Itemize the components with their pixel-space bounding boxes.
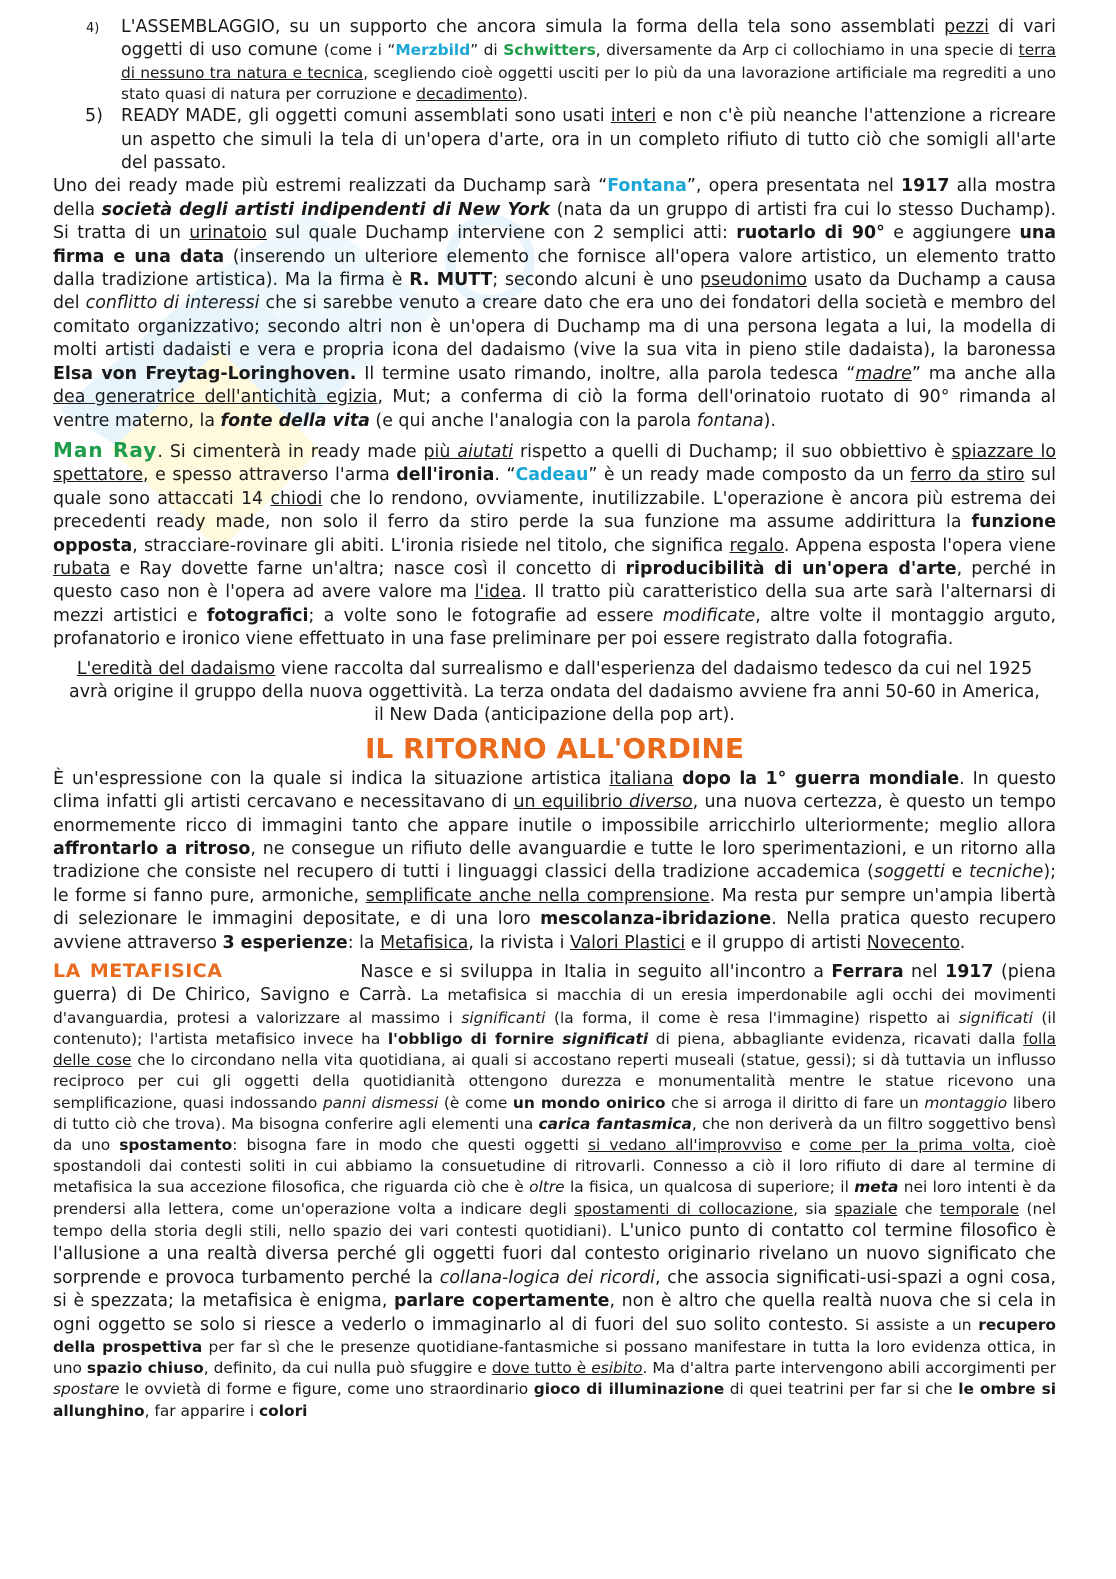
heading-ritorno-all-ordine: IL RITORNO ALL'ORDINE: [365, 731, 744, 765]
list-number: 5): [85, 106, 103, 127]
list-number: 4): [86, 21, 100, 36]
paragraph-man-ray: Man Ray. Si cimenterà in ready made più aiutati rispetto a quelli di Duchamp; il suo obbiettivo è spiazzare lo spettatore, e spesso attraverso l'arma dell'ironia. “Cadeau” è un ready made composto da un ferro da stiro sul quale sono attaccati 14 chiodi che lo rendono, ovviamente, inutilizzabile. L'operazione è ancora più estrema dei precedenti ready made, non solo il ferro da stiro perde la sua funzione ma assume addirittura la funzione opposta, stracciare-rovinare gli abiti. L'ironia risiede nel titolo, che significa regalo. Appena esposta l'opera viene rubata e Ray dovette farne un'altra; nasce così il concetto di riproducibilità di un'opera d'arte, perché in questo caso non è l'opera ad avere valore ma l'idea. Il tratto più caratteristico della sua arte sarà l'alternarsi di mezzi artistici e fotografici; a volte sono le fotografie ad essere modificate, altre volte il montaggio arguto, profanatorio e ironico viene effettuato in una fase preliminare per poi essere registrato dalla fotografia.: [53, 437, 1057, 650]
paragraph-eredita: L'eredità del dadaismo viene raccolta dal surrealismo e dall'esperienza del dadaismo tedesco da cui nel 1925 avrà origine il gruppo della nuova oggettività. La terza ondata del dadaismo avviene fra anni 50-60 in America, il New Dada (anticipazione della pop art).: [69, 658, 1040, 726]
fontana-title: Fontana: [607, 176, 687, 197]
list-item-assemblaggio: 4) L'ASSEMBLAGGIO, su un supporto che ancora simula la forma della tela sono assemblati pezzi di vari oggetti di uso comune (come i “Merzbild” di Schwitters, diversamente da Arp ci collochiamo in una specie di terra di nessuno tra natura e tecnica, scegliendo cioè oggetti usciti per lo più da una lavorazione artificiale ma regrediti a uno stato quasi di natura per corruzione e decadimento).: [86, 17, 1056, 104]
paragraph-fontana: Uno dei ready made più estremi realizzati da Duchamp sarà “Fontana”, opera presentata nel 1917 alla mostra della società degli artisti indipendenti di New York (nata da un gruppo di artisti fra cui lo stesso Duchamp). Si tratta di un urinatoio sul quale Duchamp interviene con 2 semplici atti: ruotarlo di 90° e aggiungere una firma e una data (inserendo un ulteriore elemento che fornisce all'opera valore artistico, un elemento tratto dalla tradizione artistica). Ma la firma è R. MUTT; secondo alcuni è uno pseudonimo usato da Duchamp a causa del conflitto di interessi che si sarebbe venuto a creare dato che era uno dei fondatori della società e membro del comitato organizzativo; secondo altri non è un'opera di Duchamp ma di una persona legata a lui, la modella di molti artisti dadaisti e vera e propria icona del dadaismo (vive la sua vita in pieno stile dadaista), la baronessa Elsa von Freytag-Loringhoven. Il termine usato rimando, inoltre, alla parola tedesca “madre” ma anche alla dea generatrice dell'antichità egizia, Mut; a conferma di ciò la forma dell'orinatoio ruotato di 90° rimanda al ventre materno, la fonte della vita (e qui anche l'analogia con la parola fontana).: [53, 176, 1057, 431]
metafisica-heading: LA METAFISICA: [53, 960, 223, 983]
document-body: [53, 16, 1056, 1422]
paragraph-metafisica: LA METAFISICA Nasce e si sviluppa in Italia in seguito all'incontro a Ferrara nel 1917 (piena guerra) di De Chirico, Savigno e Carrà. La metafisica si macchia di un eresia imperdonabile agli occhi dei movimenti d'avanguardia, protesi a valorizzare al massimo i significanti (la forma, il come è resa l'immagine) rispetto ai significati (il contenuto); l'artista metafisico invece ha l'obbligo di fornire significati di piena, abbagliante evidenza, ricavati dalla folla delle cose che lo circondano nella vita quotidiana, ai quali si accostano reperti museali (statue, gessi); si dà tuttavia un influsso reciproco per cui gli oggetti della quotidianità ottengono durezza e monumentalità mentre le statue ricevono una semplificazione, quasi indossando panni dismessi (è come un mondo onirico che si arroga il diritto di fare un montaggio libero di tutto ciò che trova). Ma bisogna conferire agli elementi una carica fantasmica, che non deriverà da un filtro soggettivo bensì da uno spostamento: bisogna fare in modo che questi oggetti si vedano all'improvviso e come per la prima volta, cioè spostandoli dai contesti soliti in cui abbiamo la consuetudine di ritrovarli. Connesso a ciò il loro rifiuto di dare al termine di metafisica la sua accezione filosofica, che riguarda ciò che è oltre la fisica, un qualcosa di superiore; il meta nei loro intenti è da prendersi alla lettera, come un'operazione volta a indicare degli spostamenti di collocazione, sia spaziale che temporale (nel tempo della storia degli stili, nello spazio dei vari contesti quotidiani). L'unico punto di contatto col termine filosofico è l'allusione a una realtà diversa perché gli oggetti fuori dal contesto originario rivelano un nuovo significato che sorprende e provoca turbamento perché la collana-logica dei ricordi, che associa significati-usi-spazi a ogni cosa, si è spezzata; la metafisica è enigma, parlare copertamente, non è altro che quella realtà nuova che si cela in ogni oggetto se solo si riesce a vederlo o immaginarlo al di fuori del suo solito contesto. Si assiste a un recupero della prospettiva per far sì che le presenze quotidiane-fantasmiche si possano manifestare in tutta la loro evidenza ottica, in uno spazio chiuso, definito, da cui nulla può sfuggire e dove tutto è esibito. Ma d'altra parte intervengono abili accorgimenti per spostare le ovvietà di forme e figure, come uno straordinario gioco di illuminazione di quei teatrini per far si che le ombre si allunghino, far apparire i colori: [53, 960, 1057, 1420]
paragraph-ritorno: È un'espressione con la quale si indica la situazione artistica italiana dopo la 1° guerra mondiale. In questo clima infatti gli artisti cercavano e necessitavano di un equilibrio diverso, una nuova certezza, è questo un tempo enormemente ricco di immagini tanto che appare inutile o impossibile arricchirlo ulteriormente; meglio allora affrontarlo a ritroso, ne consegue un rifiuto delle avanguardie e tutte le loro sperimentazioni, e un ritorno alla tradizione che consiste nel recupero di tutti i linguaggi classici della tradizione accademica (soggetti e tecniche); le forme si fanno pure, armoniche, semplificate anche nella comprensione. Ma resta pur sempre un'ampia libertà di selezionare le immagini depositate, e di una loro mescolanza-ibridazione. Nella pratica questo recupero avviene attraverso 3 esperienze: la Metafisica, la rivista i Valori Plastici e il gruppo di artisti Novecento.: [53, 768, 1057, 953]
schwitters-name: Schwitters: [503, 41, 596, 60]
man-ray-heading: Man Ray: [53, 437, 158, 462]
merzbild-title: Merzbild: [395, 41, 471, 60]
cadeau-title: Cadeau: [515, 465, 589, 486]
list-item-ready-made: 5) READY MADE, gli oggetti comuni assemblati sono usati interi e non c'è più neanche l'attenzione a ricreare un aspetto che simuli la tela di un'opera d'arte, ora in un completo rifiuto di tutto ciò che somigli all'arte del passato.: [85, 106, 1056, 174]
